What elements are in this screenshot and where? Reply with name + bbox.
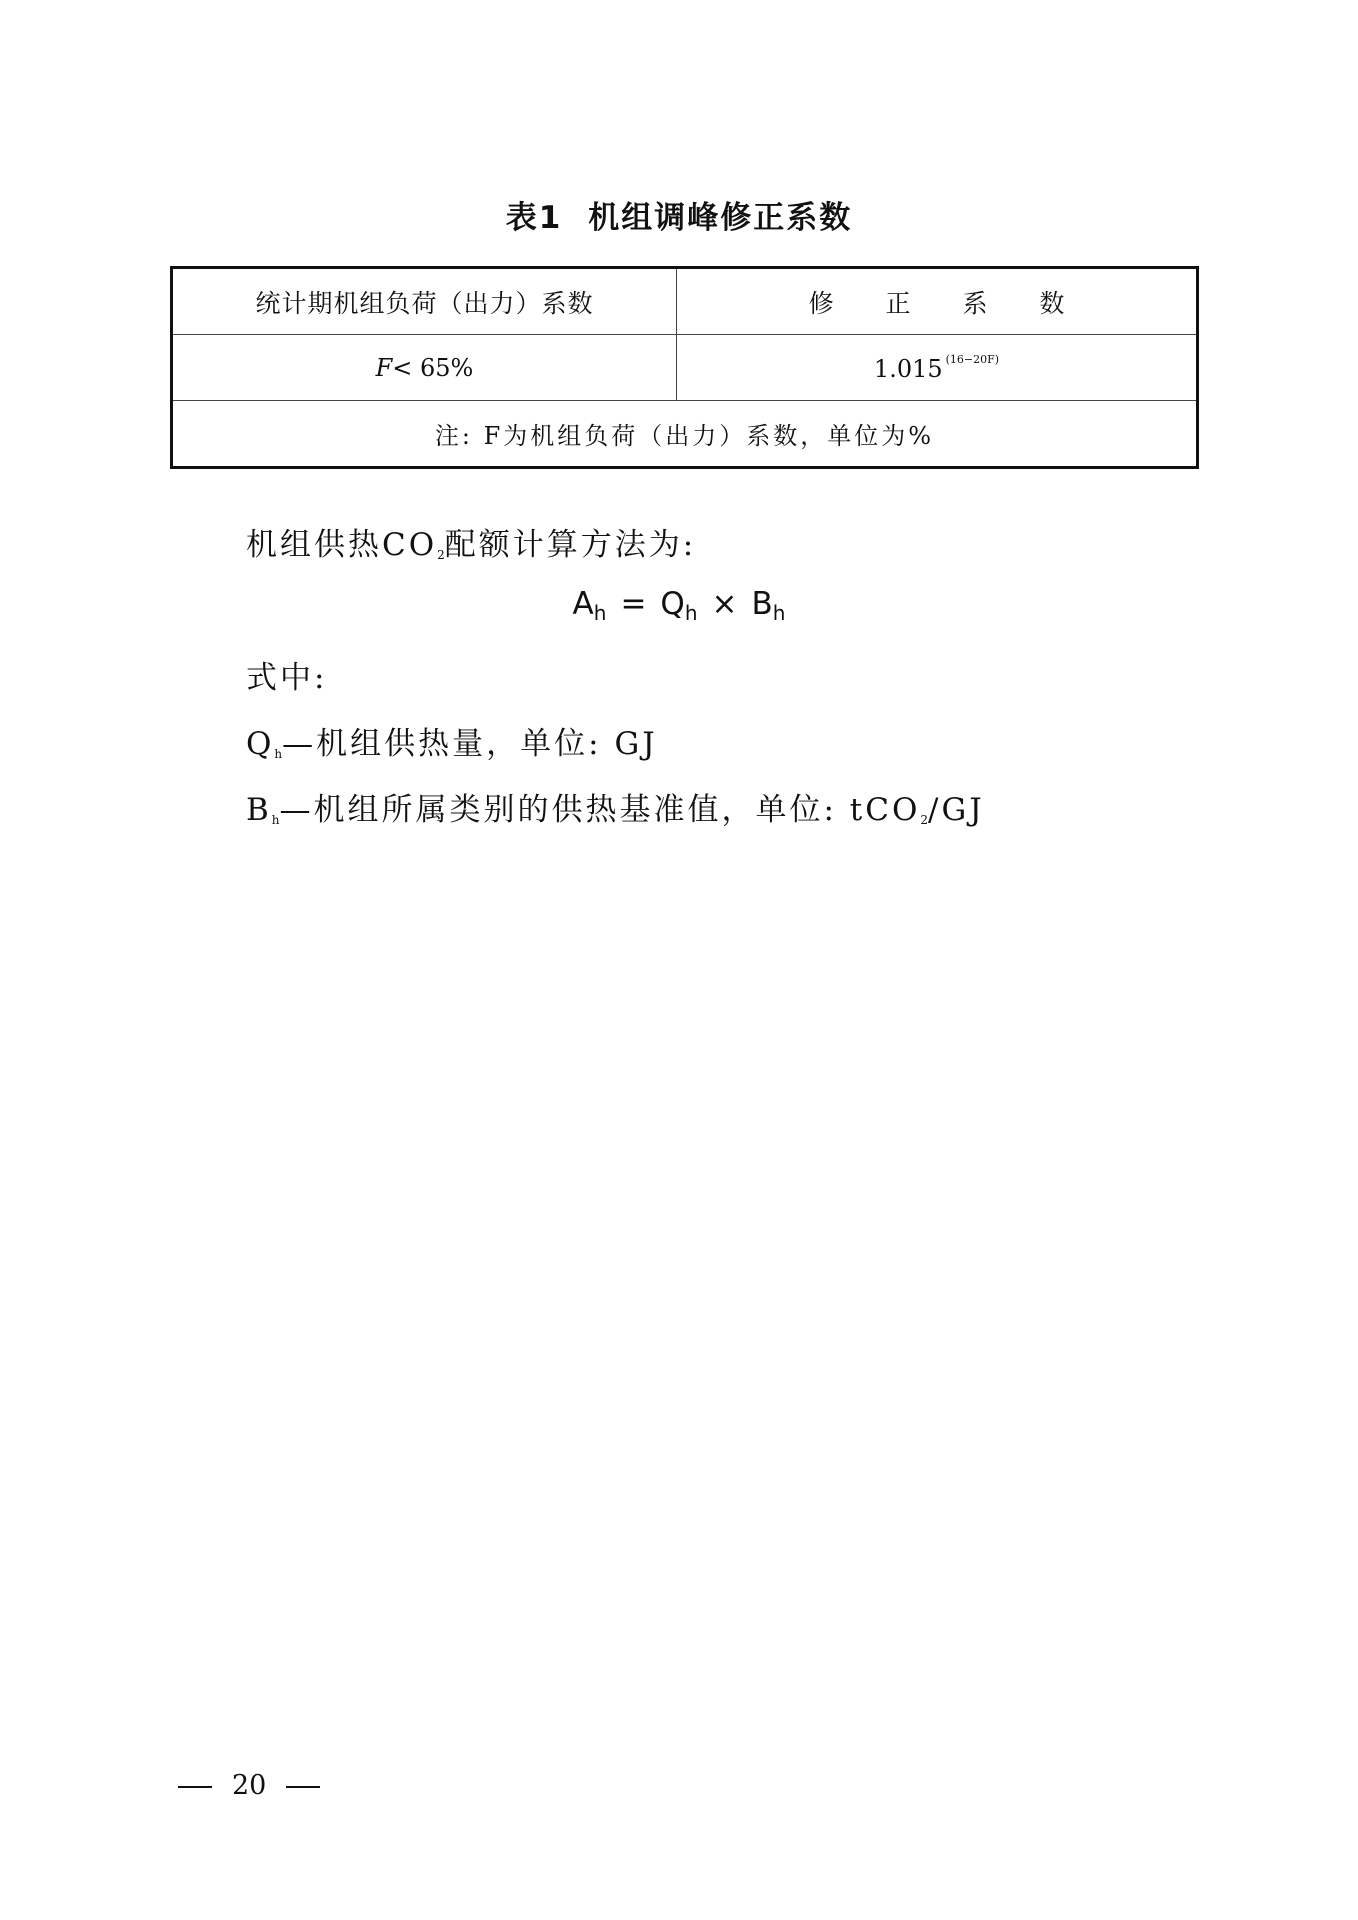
table-header-row <box>172 268 1198 335</box>
condition-variable: F <box>375 353 393 382</box>
header-correction-factor-label: 修 正 系 数 <box>808 288 1087 318</box>
def2-text-end: /GJ <box>928 792 985 828</box>
quota-formula <box>0 586 1358 625</box>
footer-dash-right <box>286 1786 320 1788</box>
table-number: 表1 <box>505 200 563 236</box>
intro-text-end: 配额计算方法为: <box>444 527 697 563</box>
page-number: 20 <box>232 1770 267 1801</box>
intro-paragraph <box>246 519 696 564</box>
def2-unit-subscript: 2 <box>920 813 929 827</box>
formula-equals: = <box>620 586 647 622</box>
intro-subscript: 2 <box>437 548 445 562</box>
page-footer <box>178 1770 320 1801</box>
def1-text: —机组供热量，单位: GJ <box>282 726 658 762</box>
def2-subscript: h <box>271 813 280 827</box>
correction-factor-table <box>170 266 1199 469</box>
header-correction-factor <box>677 268 1198 335</box>
formula-times: × <box>711 586 738 622</box>
formula-term1-sub: h <box>684 601 698 625</box>
table-note-row <box>172 401 1198 468</box>
formula-lhs-sub: h <box>593 601 607 625</box>
table-note: 注: F为机组负荷（出力）系数，单位为% <box>172 401 1198 468</box>
factor-base: 1.015 <box>873 354 943 383</box>
def1-symbol: Q <box>246 726 275 762</box>
header-load-factor: 统计期机组负荷（出力）系数 <box>172 268 677 335</box>
condition-threshold: < 65% <box>392 353 474 382</box>
condition-cell <box>172 335 677 401</box>
formula-term2-sub: h <box>772 601 786 625</box>
factor-cell <box>677 335 1198 401</box>
def1-subscript: h <box>274 747 283 761</box>
definition-qh <box>246 718 658 763</box>
table-caption: 机组调峰修正系数 <box>588 200 853 236</box>
definition-bh <box>246 784 985 829</box>
formula-term1: Q <box>660 586 685 622</box>
factor-exponent: (16−20F) <box>945 352 1000 366</box>
formula-term2: B <box>751 586 773 622</box>
table-row <box>172 335 1198 401</box>
where-label: 式中: <box>246 660 328 696</box>
formula-lhs: A <box>572 586 594 622</box>
def2-text: —机组所属类别的供热基准值，单位: tCO <box>279 792 921 828</box>
intro-text: 机组供热CO <box>246 527 438 563</box>
def2-symbol: B <box>246 792 272 828</box>
table-title <box>0 192 1358 237</box>
footer-dash-left <box>178 1786 212 1788</box>
